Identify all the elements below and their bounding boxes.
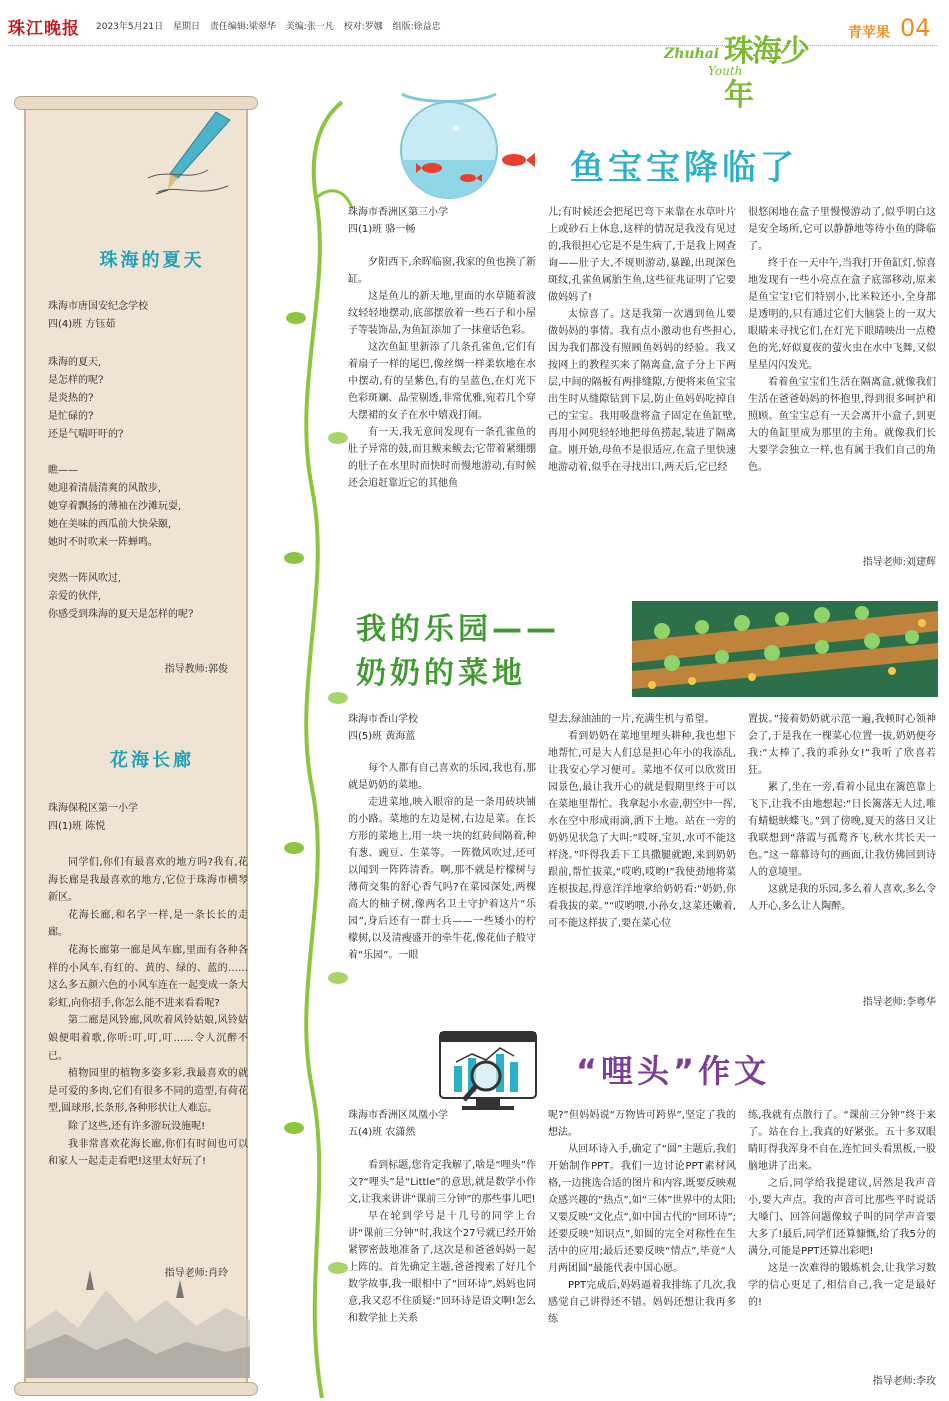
essay2-paragraph: 我非常喜欢花海长廊,你们有时间也可以和家人一起走走看吧!这里太好玩了! — [48, 1138, 248, 1168]
designer-credit: 美编:张一凡 — [285, 22, 334, 32]
article-paragraph: 这是鱼儿的新天地,里面的水草随着波纹轻轻地摆动,底部摆放着一些石子和小屋子等装饰品,为鱼缸添加了一抹童话色彩。 — [348, 291, 536, 336]
page-number: 04 — [900, 14, 931, 42]
article1-title: 鱼宝宝降临了 — [570, 148, 798, 188]
poem-line — [48, 552, 244, 570]
poem-line: 你感受到珠海的夏天是怎样的呢? — [48, 609, 194, 620]
essay2-paragraph: 花海长廊,和名字一样,是一条长长的走廊。 — [48, 909, 248, 939]
essay2-paragraph: 第二廊是风铃廊,风吹着风铃姑娘,风铃姑娘便唱着歌,你听:叮,叮,叮……令人沉醉不已。 — [48, 1015, 248, 1062]
article-paragraph: 每个人都有自己喜欢的乐园,我也有,那就是奶奶的菜地。 — [348, 763, 536, 791]
poem-line: 是怎样的呢? — [48, 375, 104, 386]
poem-line: 珠海的夏天, — [48, 357, 102, 368]
zhuhai-youth-logo — [664, 6, 814, 113]
scroll-rod-bottom — [14, 1382, 258, 1396]
essay2-paragraph: 同学们,你们有最喜欢的地方吗?我有,花海长廊是我最喜欢的地方,它位于珠海市横琴新区。 — [48, 857, 248, 904]
article-paragraph: 之后,同学给我提建议,居然是我声音小,要大声点。我的声音可比那些平时说话大嗓门、回答问题像蚊子叫的同学声音要大多了!最后,同学们还算慷慨,给了我5分的满分,可能是PPT还算出彩吧! — [748, 1178, 936, 1257]
poem-line: 瞧—— — [48, 465, 78, 476]
article-paragraph: 看到标题,您肯定我解了,啥是“哩头”作文?“哩头”是“Little”的意思,就是数学小作文,让我来讲讲“课前三分钟”的那些事儿吧! — [348, 1160, 536, 1205]
article-paragraph: 呢?”但妈妈说“万物皆可跨界”,坚定了我的想法。 — [548, 1110, 736, 1138]
goldfish-icon — [500, 150, 536, 170]
article3-title: “哩头”作文 — [576, 1052, 771, 1090]
poem-line: 亲爱的伙伴, — [48, 591, 102, 602]
essay2-body — [48, 854, 248, 1171]
article1-column-1 — [348, 254, 536, 594]
article1-column-3 — [748, 204, 936, 544]
article3-school: 珠海市香洲区凤凰小学 — [348, 1110, 448, 1121]
header-info — [96, 19, 448, 32]
article-paragraph: 看着鱼宝宝们生活在隔离盒,就像我们生活在爸爸妈妈的怀抱里,得到很多呵护和照顾。鱼宝宝总有一天会离开小盒子,到更大的鱼缸里成为那里的主角。就像我们长大要学会独立一样,也有属于我们自己的角色。 — [748, 377, 936, 473]
poem-line: 是忙碌的? — [48, 411, 94, 422]
editor-credit: 责任编辑:梁翠华 — [209, 22, 276, 32]
masthead — [0, 0, 949, 113]
article-paragraph: 走进菜地,映入眼帘的是一条用砖块铺的小路。菜地的左边是树,右边是菜。在长方形的菜地上,用一块一块的红砖间隔着,种有葱、豌豆、生菜等。一阵微风吹过,还可以闻到一阵阵清香。啊,那不就是柠檬树与薄荷交集的舒心香气吗?在菜园深处,两棵高大的柚子树,像两名卫士守护着这片“乐园”,身后还有一群士兵——一些矮小的柠檬树,以及清瘦盛开的牵牛花,像花仙子般守着“乐园”。一眼 — [348, 797, 536, 961]
article-paragraph: 儿;有时候还会把尾巴弯下来靠在水草叶片上或砂石上休息,这样的情况是我没有见过的,我很担心它是不是生病了,于是我上网查询——肚子大,不规则游动,暴躁,出现深色斑纹,孔雀鱼属胎生鱼,这些征兆证明了它要做妈妈了! — [548, 207, 736, 303]
scroll-paper — [24, 106, 248, 1386]
article2-teacher: 指导老师:李粤华 — [862, 997, 936, 1008]
article1-class: 四(1)班 骆一畅 — [348, 224, 416, 235]
article-paragraph: 这是一次难得的锻炼机会,让我学习数学的信心更足了,相信自己,我一定是最好的! — [748, 1263, 936, 1308]
article-paragraph: 这就是我的乐园,多么着人喜欢,多么令人开心,多么让人陶醉。 — [748, 884, 936, 912]
quill-pen-icon — [138, 108, 238, 204]
article-paragraph: 太惊喜了。这是我第一次遇到鱼儿要做妈妈的事情。我有点小激动也有些担心,因为我们都没有照顾鱼妈妈的经验。我又按网上的教程买来了隔离盒,盒子分上下两层,中间的隔板有两排缝隙,方便将来鱼宝宝出生时从缝隙钻到下层,防止鱼妈妈吃掉自己的宝宝。我用吸盘将盒子固定在鱼缸壁,再用小网兜轻轻地把母鱼捞起,装进了隔离盒。刚开始,母鱼不是很适应,在盒子里快速地游动着,似乎在寻找出口,两天后,它已经 — [548, 309, 736, 473]
proofreader-credit: 校对:罗娜 — [343, 22, 383, 32]
essay2-paragraph: 除了这些,还有许多游玩设施呢! — [68, 1120, 206, 1132]
article1-byline — [348, 204, 448, 238]
article-paragraph: 这次鱼缸里新添了几条孔雀鱼,它们有着扇子一样的尾巴,像丝绸一样柔软地在水中摆动,有的呈紫色,有的呈蓝色,在灯光下色彩斑斓、晶莹剔透,非常优雅,宛若几个穿大摆裙的女子在水中嬉戏打闹。 — [348, 342, 536, 421]
scroll-column — [14, 96, 258, 1396]
article3-class: 五(4)班 农潇然 — [348, 1127, 416, 1138]
article-paragraph: 练,我就有点散行了。“课前三分钟”终于来了。站在台上,我真的好紧张。五十多双眼睛盯得我浑身不自在,连忙回头看黑板,一股脑地讲了出来。 — [748, 1110, 936, 1172]
poem-line — [48, 444, 244, 462]
ink-mountain-illustration — [26, 1250, 250, 1378]
article1-school: 珠海市香洲区第三小学 — [348, 207, 448, 218]
article2-column-2 — [548, 711, 736, 1036]
poem1-body — [48, 354, 244, 624]
scroll-rod-top — [14, 96, 258, 110]
poem1-title: 珠海的夏天 — [99, 250, 205, 271]
poem1-school: 珠海市唐国安纪念学校 — [48, 301, 148, 312]
article1-teacher: 指导老师:刘建辉 — [862, 557, 936, 568]
newspaper-brand: 珠江晚报 — [8, 19, 80, 39]
poem-line: 她时不时吹来一阵蝉鸣。 — [48, 537, 158, 548]
issue-date: 2023年5月21日 — [96, 22, 164, 32]
essay2-paragraph: 花海长廊第一廊是风车廊,里面有各种各样的小风车,有红的、黄的、绿的、蓝的……这么多五颜六色的小风车连在一起变成一条大彩虹,向你招手,你怎么能不进来看看呢? — [48, 944, 248, 1009]
article-paragraph: 置拔。”接着奶奶就示范一遍,我顿时心领神会了,于是我在一棵菜心位置一拔,奶奶便夸我:“太棒了,我的乖孙女!”我听了欣喜若狂。 — [748, 714, 936, 776]
poem-line: 是炎热的? — [48, 393, 94, 404]
poem1-class: 四(4)班 方钰茹 — [48, 319, 116, 330]
layout-credit: 组版:徐益忠 — [392, 22, 441, 32]
poem-line: 她在美味的西瓜前大快朵颐, — [48, 519, 172, 530]
article3-column-2 — [548, 1107, 736, 1391]
article2-column-3 — [748, 711, 936, 981]
logo-youth: Youth — [708, 64, 743, 78]
poem-line: 突然一阵风吹过, — [48, 573, 122, 584]
article2-school: 珠海市香山学校 — [348, 714, 418, 725]
article3-byline — [348, 1107, 448, 1141]
issue-weekday: 星期日 — [172, 22, 200, 32]
poem-line: 她迎着清晨清爽的风散步, — [48, 483, 162, 494]
article3-column-1 — [348, 1157, 536, 1391]
green-vine-decoration — [282, 88, 354, 1398]
poem-line: 她穿着飘扬的薄袖在沙滩玩耍, — [48, 501, 182, 512]
logo-chinese: 珠海少年 — [724, 34, 808, 113]
poem1-teacher: 指导教师:郭俊 — [164, 664, 228, 675]
article-paragraph: 望去,绿油油的一片,充满生机与希望。 — [548, 714, 715, 725]
essay2-school: 珠海保税区第一小学 — [48, 803, 138, 814]
section-label: 青苹果 — [848, 25, 890, 41]
article-paragraph: 很悠闲地在盒子里慢慢游动了,似乎明白这是安全场所,它可以静静地等待小鱼的降临了。 — [748, 207, 936, 252]
article2-column-1 — [348, 760, 536, 1036]
article1-column-2 — [548, 204, 736, 594]
logo-latin: Zhuhai — [664, 46, 720, 62]
article-paragraph: 累了,坐在一旁,看着小昆虫在篱笆靠上飞下,让我不由地想起:“日长篱落无人过,唯有蜻蜓蛱蝶飞。”到了傍晚,夏天的落日又让我联想到“落霞与孤鹜齐飞,秋水共长天一色。”这一幕幕诗句的画面,让我仿佛回到诗人的意境里。 — [748, 782, 936, 878]
essay2-byline — [48, 800, 244, 836]
article-paragraph: 从回环诗入手,确定了“圆”主题后,我们开始制作PPT。我们一边讨论PPT素材风格,一边挑选合适的图片和内容,既要反映观众感兴趣的“热点”,如“三体”世界中的太阳;又要反映“文化点”,如中国古代的“回环诗”;还要反映“知识点”,如圆的完全对称性在生活中的应用;最后还要反映“情点”,毕竟“人月两团圆”最能代表中国心愿。 — [548, 1144, 736, 1274]
article3-column-3 — [748, 1107, 936, 1357]
article-paragraph: 终于在一天中午,当我打开鱼缸灯,惊喜地发现有一些小亮点在盒子底部移动,原来是鱼宝宝!它们特别小,比米粒还小,全身都是透明的,只有通过它们大脑袋上的一双大眼睛来寻找它们,在灯光下眼睛映出一点橙色的光,好似夏夜的萤火虫在水中飞舞,又似星星闪闪发光。 — [748, 258, 936, 371]
article-paragraph: 夕阳西下,余晖临窗,我家的鱼也换了新缸。 — [348, 257, 536, 285]
article2-title-line2: 奶奶的菜地 — [356, 656, 526, 691]
article2-title — [356, 608, 560, 696]
article3-teacher: 指导老师:李玫 — [872, 1376, 936, 1387]
essay2-class: 四(1)班 陈悦 — [48, 821, 106, 832]
article-paragraph: 早在轮到学号是十几号的同学上台讲“课前三分钟”时,我这个27号就已经开始紧锣密鼓地准备了,这次是和爸爸妈妈一起上阵的。首先确定主题,爸爸搜索了好几个数学故事,我一眼相中了“回环诗”,妈妈也同意,我又忍不住质疑:“回环诗是语文啊!怎么和数学扯上关系 — [348, 1211, 536, 1324]
poem-line: 还是气喘吁吁的? — [48, 429, 124, 440]
article-paragraph: 看到奶奶在菜地里埋头耕种,我也想下地帮忙,可是大人们总是担心年小的我添乱,让我安心学习便可。菜地不仅可以欣赏田园景色,最让我开心的就是假期里终于可以在菜地里帮忙。我拿起小水壶,朝空中一挥,水在空中形成雨滴,洒下土地。站在一旁的奶奶见状急了大叫:“哎呀,宝贝,水可不能这样浇。”吓得我丢下工具撒腿就跑,来到奶奶跟前,帮忙拔菜,“哎哟,哎哟!”我使劲地将菜连根拔起,得意洋洋地拿给奶奶看:“奶奶,你看我拔的菜。”“哎哟喂,小孙女,这菜还嫩着,可不能这样拔了,要在菜心位 — [548, 731, 736, 929]
essay2-title: 花海长廊 — [110, 750, 194, 771]
vegetable-garden-illustration — [632, 601, 938, 697]
article2-byline — [348, 711, 418, 745]
poem1-byline — [48, 298, 244, 334]
article2-title-line1: 我的乐园—— — [356, 612, 560, 647]
essay2-teacher: 指导老师:肖玲 — [164, 1268, 228, 1279]
essay2-paragraph: 植物园里的植物多姿多彩,我最喜欢的就是可爱的多肉,它们有很多不同的造型,有荷花型,圆球形,长条形,各种形状让人难忘。 — [48, 1068, 248, 1115]
article-paragraph: 有一天,我无意间发现有一条孔雀鱼的肚子异常的鼓,而且鲅来鲅去;它带着紧绷绷的肚子在水里时而快时而慢地游动,有时候还会追赶靠近它的其他鱼 — [348, 427, 536, 489]
fishbowl-illustration — [388, 90, 510, 202]
magnifier-chart-icon — [436, 1026, 540, 1118]
article2-class: 四(5)班 黄海蓝 — [348, 731, 416, 742]
article-paragraph: PPT完成后,妈妈逼着我排练了几次,我感觉自己讲得还不错。妈妈还想让我再多练 — [548, 1280, 736, 1325]
